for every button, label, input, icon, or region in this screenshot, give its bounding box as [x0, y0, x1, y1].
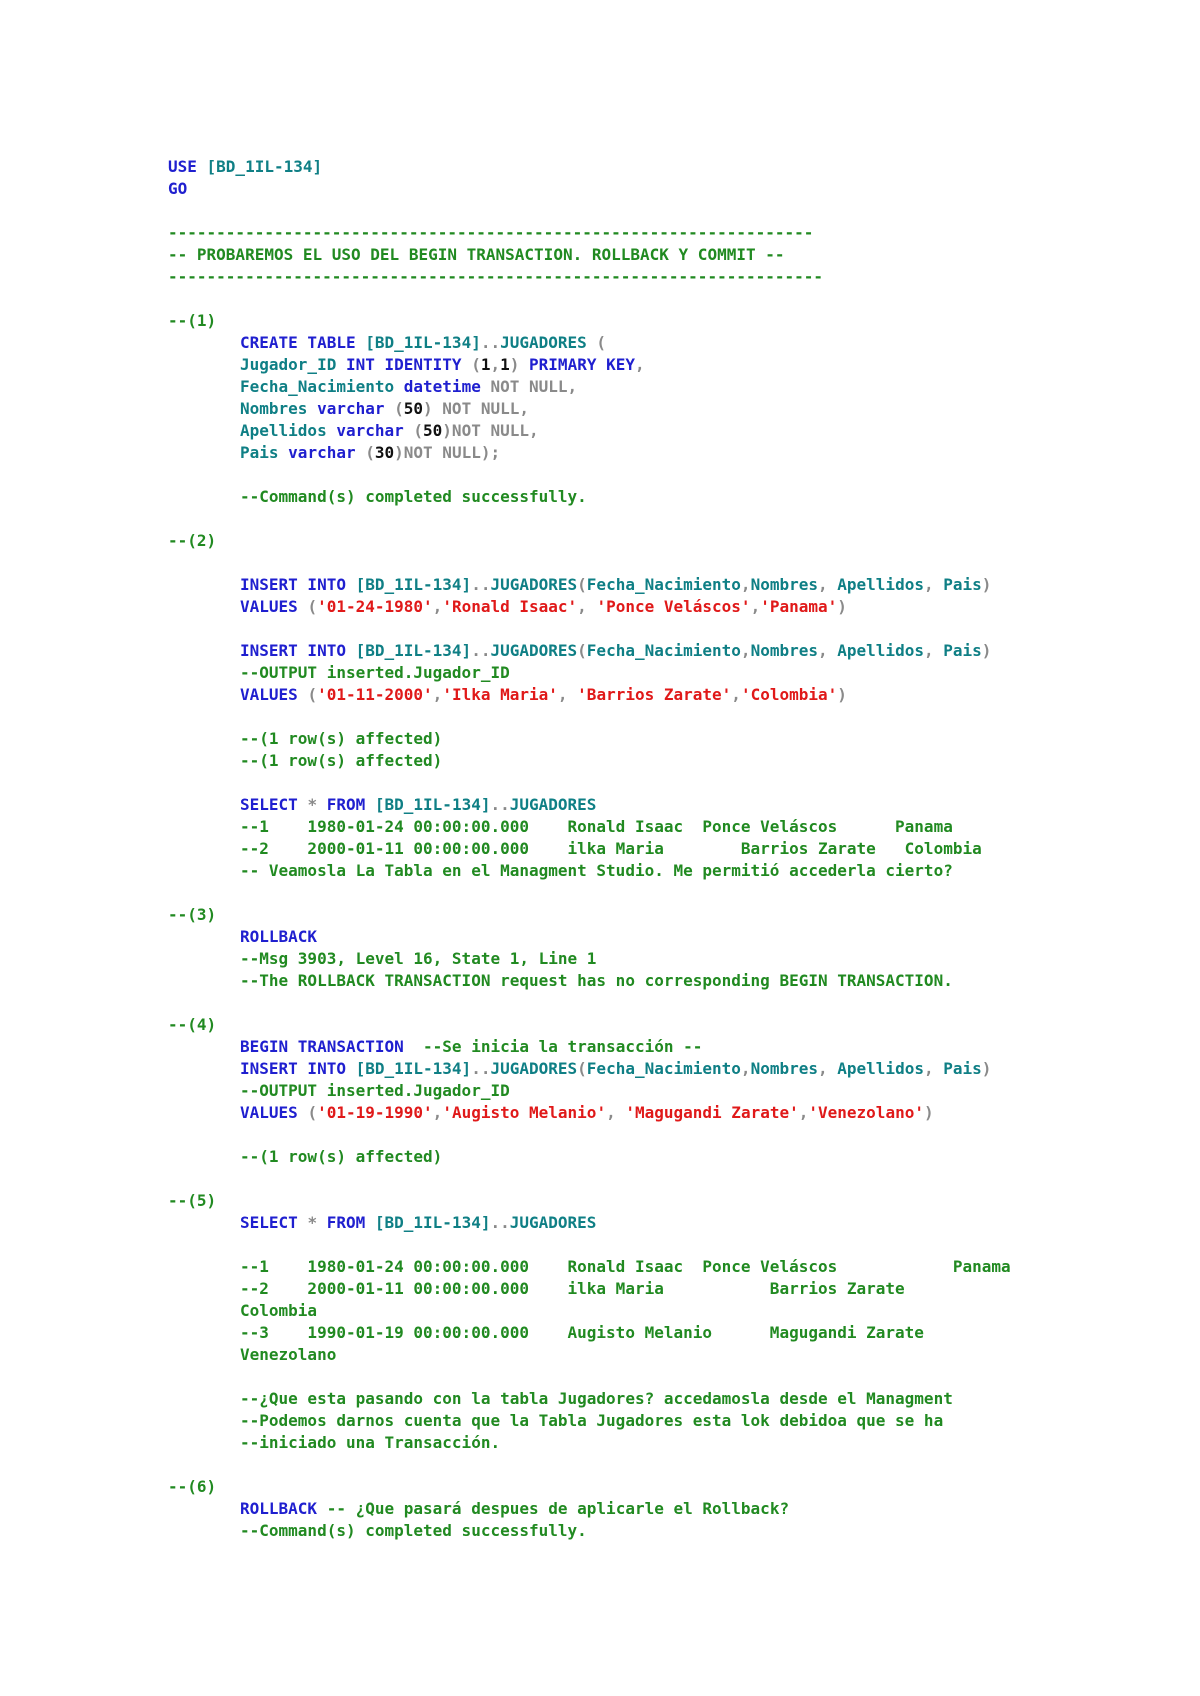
code-token: 1 — [500, 355, 510, 374]
code-token: 'Augisto Melanio' — [442, 1103, 607, 1122]
code-token: Apellidos — [240, 421, 337, 440]
code-token: --2 2000-01-11 00:00:00.000 ilka Maria Barrios Zarate — [240, 1279, 905, 1298]
code-token: , — [432, 1103, 443, 1122]
code-line — [168, 1124, 1011, 1146]
code-token: ( — [394, 399, 404, 418]
code-token: ) — [509, 355, 530, 374]
code-line — [168, 1080, 1011, 1102]
code-line — [168, 244, 1011, 266]
code-token: Fecha_Nacimiento — [586, 641, 741, 660]
code-token: , — [740, 575, 751, 594]
code-token: Pais — [240, 443, 289, 462]
code-token: ( — [577, 1059, 587, 1078]
code-line — [168, 618, 1011, 640]
code-token: Nombres — [750, 575, 818, 594]
code-line — [168, 1300, 1011, 1322]
code-token: )NOT NULL, — [442, 421, 539, 440]
code-line — [168, 948, 1011, 970]
code-line — [168, 200, 1011, 222]
code-line — [168, 376, 1011, 398]
code-token: ( — [307, 685, 318, 704]
code-token: --Podemos darnos cuenta que la Tabla Jugadores esta lok debidoa que se ha — [240, 1411, 944, 1430]
code-line — [168, 508, 1011, 530]
code-line — [168, 266, 1011, 288]
code-line — [168, 464, 1011, 486]
code-token: JUGADORES — [490, 1059, 578, 1078]
code-token: 'Venezolano' — [808, 1103, 924, 1122]
code-line — [168, 310, 1011, 332]
code-token: , — [577, 597, 597, 616]
code-token: ------------------------------------------------------------------- — [168, 223, 814, 242]
code-token: ROLLBACK — [240, 1499, 327, 1518]
code-token: , — [750, 597, 761, 616]
code-token: SELECT — [240, 795, 308, 814]
code-token: , — [818, 1059, 838, 1078]
code-line — [168, 706, 1011, 728]
code-line — [168, 420, 1011, 442]
code-token: --(4) — [168, 1015, 217, 1034]
code-token: ) — [981, 575, 992, 594]
code-token: , — [557, 685, 578, 704]
code-line — [168, 574, 1011, 596]
code-token: , — [635, 355, 645, 374]
code-token: ) — [837, 685, 847, 704]
code-line — [168, 1454, 1011, 1476]
code-token: JUGADORES — [500, 333, 597, 352]
code-line — [168, 904, 1011, 926]
code-token: --(5) — [168, 1191, 217, 1210]
code-line — [168, 288, 1011, 310]
code-token: --Command(s) completed successfully. — [240, 487, 587, 506]
code-line — [168, 640, 1011, 662]
code-token: -------------------------------------------------------------------- — [168, 267, 824, 286]
code-line — [168, 1036, 1011, 1058]
code-token: JUGADORES — [509, 1213, 597, 1232]
code-token: .. — [480, 333, 501, 352]
code-token: 50 — [403, 399, 424, 418]
code-token: Pais — [943, 575, 982, 594]
code-token: 30 — [374, 443, 395, 462]
code-token: JUGADORES — [490, 641, 578, 660]
code-token: ) — [923, 1103, 934, 1122]
code-token: Fecha_Nacimiento — [240, 377, 404, 396]
code-line — [168, 1498, 1011, 1520]
code-token: , — [432, 685, 443, 704]
code-token: --Se inicia la transacción -- — [423, 1037, 703, 1056]
code-token: '01-24-1980' — [317, 597, 433, 616]
code-line — [168, 816, 1011, 838]
code-line — [168, 1102, 1011, 1124]
code-token: --(1 row(s) affected) — [240, 1147, 443, 1166]
code-token: JUGADORES — [509, 795, 597, 814]
code-token: .. — [490, 1213, 510, 1232]
code-token: VALUES — [240, 597, 308, 616]
code-token: Pais — [943, 641, 982, 660]
code-token: datetime — [403, 377, 491, 396]
code-token: FROM — [326, 795, 375, 814]
code-token: USE — [168, 157, 207, 176]
code-token: Jugador_ID — [240, 355, 346, 374]
code-token: BEGIN TRANSACTION — [240, 1037, 424, 1056]
code-token: [BD_1IL-134] — [355, 641, 472, 660]
code-token: ( — [471, 355, 481, 374]
code-token: )NOT NULL); — [394, 443, 501, 462]
code-token: --(3) — [168, 905, 217, 924]
code-token: --(6) — [168, 1477, 217, 1496]
code-line — [168, 1476, 1011, 1498]
code-token: .. — [471, 575, 491, 594]
code-token: NOT NULL, — [490, 377, 578, 396]
code-token: FROM — [326, 1213, 375, 1232]
code-token: Venezolano — [240, 1345, 337, 1364]
code-line — [168, 1520, 1011, 1542]
code-line — [168, 970, 1011, 992]
code-line — [168, 1432, 1011, 1454]
code-line — [168, 442, 1011, 464]
code-token: CREATE TABLE — [240, 333, 366, 352]
code-token: Apellidos — [837, 575, 924, 594]
code-token: varchar — [288, 443, 366, 462]
code-token: , — [923, 575, 944, 594]
code-token: , — [798, 1103, 809, 1122]
code-line — [168, 1278, 1011, 1300]
code-token: GO — [168, 179, 188, 198]
code-token: [BD_1IL-134] — [365, 333, 481, 352]
code-token: --Msg 3903, Level 16, State 1, Line 1 — [240, 949, 597, 968]
code-token: Apellidos — [837, 641, 924, 660]
code-line — [168, 1212, 1011, 1234]
code-token: --OUTPUT inserted.Jugador_ID — [240, 663, 510, 682]
code-token: VALUES — [240, 685, 308, 704]
code-token: .. — [471, 1059, 491, 1078]
code-token: INSERT INTO — [240, 575, 356, 594]
code-token: [BD_1IL-134] — [355, 575, 472, 594]
code-token: --The ROLLBACK TRANSACTION request has no corresponding BEGIN TRANSACTION. — [240, 971, 953, 990]
code-line — [168, 332, 1011, 354]
code-token: Fecha_Nacimiento — [586, 575, 741, 594]
code-token: ) NOT NULL, — [423, 399, 529, 418]
code-token: Nombres — [750, 1059, 818, 1078]
code-line — [168, 992, 1011, 1014]
code-token: -- PROBAREMOS EL USO DEL BEGIN TRANSACTION. ROLLBACK Y COMMIT -- — [168, 245, 785, 264]
code-token: --(1) — [168, 311, 217, 330]
code-token: 'Ilka Maria' — [442, 685, 558, 704]
code-line — [168, 662, 1011, 684]
code-token: , — [923, 1059, 944, 1078]
code-token: INSERT INTO — [240, 641, 356, 660]
code-line — [168, 838, 1011, 860]
code-token: JUGADORES — [490, 575, 578, 594]
code-token: '01-11-2000' — [317, 685, 433, 704]
code-line — [168, 596, 1011, 618]
code-token: 'Colombia' — [740, 685, 838, 704]
code-token: ) — [981, 641, 992, 660]
code-token: Nombres — [750, 641, 818, 660]
code-token: Pais — [943, 1059, 982, 1078]
code-line — [168, 1146, 1011, 1168]
code-line — [168, 1344, 1011, 1366]
code-token: varchar — [336, 421, 414, 440]
code-line — [168, 1388, 1011, 1410]
code-token: SELECT — [240, 1213, 308, 1232]
code-token: [BD_1IL-134] — [374, 1213, 491, 1232]
code-token: ) — [837, 597, 847, 616]
code-line — [168, 398, 1011, 420]
code-token: ( — [307, 597, 318, 616]
code-line — [168, 1058, 1011, 1080]
code-token: PRIMARY KEY — [529, 355, 635, 374]
code-token: --1 1980-01-24 00:00:00.000 Ronald Isaac Ponce Veláscos Panama — [240, 817, 953, 836]
code-token: Apellidos — [837, 1059, 924, 1078]
code-token: --3 1990-01-19 00:00:00.000 Augisto Melanio Magugandi Zarate — [240, 1323, 924, 1342]
code-line — [168, 1366, 1011, 1388]
code-token: 'Magugandi Zarate' — [625, 1103, 799, 1122]
code-token: , — [606, 1103, 626, 1122]
code-line — [168, 1256, 1011, 1278]
code-token: ) — [981, 1059, 992, 1078]
code-line — [168, 1014, 1011, 1036]
code-token: ( — [413, 421, 424, 440]
code-token: .. — [471, 641, 491, 660]
code-token: ( — [577, 575, 587, 594]
code-token: --(1 row(s) affected) — [240, 751, 443, 770]
code-line — [168, 684, 1011, 706]
code-line — [168, 178, 1011, 200]
code-token: * — [307, 1213, 327, 1232]
code-token: Colombia — [240, 1301, 318, 1320]
code-token: -- ¿Que pasará despues de aplicarle el Rollback? — [326, 1499, 790, 1518]
code-token: .. — [490, 795, 510, 814]
code-line — [168, 486, 1011, 508]
code-token: , — [490, 355, 501, 374]
code-token: , — [731, 685, 741, 704]
code-line — [168, 882, 1011, 904]
code-token: --Command(s) completed successfully. — [240, 1521, 587, 1540]
code-token: --2 2000-01-11 00:00:00.000 ilka Maria Barrios Zarate Colombia — [240, 839, 982, 858]
code-token: INT IDENTITY — [345, 355, 472, 374]
code-token: Nombres — [240, 399, 318, 418]
code-token: 50 — [423, 421, 443, 440]
code-token: , — [740, 1059, 751, 1078]
code-token: [BD_1IL-134] — [374, 795, 491, 814]
code-line — [168, 530, 1011, 552]
code-token: ( — [596, 333, 607, 352]
code-line — [168, 156, 1011, 178]
code-line — [168, 552, 1011, 574]
code-token: --(1 row(s) affected) — [240, 729, 443, 748]
code-line — [168, 728, 1011, 750]
code-line — [168, 794, 1011, 816]
code-token: ( — [365, 443, 375, 462]
code-token: --(2) — [168, 531, 217, 550]
code-token: INSERT INTO — [240, 1059, 356, 1078]
code-token: --¿Que esta pasando con la tabla Jugadores? accedamosla desde el Managment — [240, 1389, 953, 1408]
code-token: --iniciado una Transacción. — [240, 1433, 501, 1452]
code-token: * — [307, 795, 327, 814]
code-token: 'Barrios Zarate' — [577, 685, 732, 704]
code-token: 'Ronald Isaac' — [442, 597, 578, 616]
code-token: --1 1980-01-24 00:00:00.000 Ronald Isaac Ponce Veláscos Panama — [240, 1257, 1011, 1276]
code-token: , — [818, 641, 838, 660]
sql-script-document — [168, 156, 1011, 1542]
code-token: ( — [577, 641, 587, 660]
code-line — [168, 222, 1011, 244]
code-line — [168, 1410, 1011, 1432]
code-token: [BD_1IL-134] — [206, 157, 323, 176]
code-token: [BD_1IL-134] — [355, 1059, 472, 1078]
code-line — [168, 926, 1011, 948]
code-token: 1 — [480, 355, 491, 374]
code-token: -- Veamosla La Tabla en el Managment Studio. Me permitió accederla cierto? — [240, 861, 953, 880]
code-token: , — [740, 641, 751, 660]
code-line — [168, 1322, 1011, 1344]
code-token: '01-19-1990' — [317, 1103, 433, 1122]
code-token: --OUTPUT inserted.Jugador_ID — [240, 1081, 510, 1100]
code-token: , — [818, 575, 838, 594]
code-line — [168, 1234, 1011, 1256]
code-token: , — [432, 597, 443, 616]
code-line — [168, 354, 1011, 376]
code-token: , — [923, 641, 944, 660]
code-token: VALUES — [240, 1103, 308, 1122]
code-token: Fecha_Nacimiento — [586, 1059, 741, 1078]
code-token: ( — [307, 1103, 318, 1122]
code-line — [168, 860, 1011, 882]
code-token: 'Panama' — [760, 597, 838, 616]
code-line — [168, 750, 1011, 772]
code-token: 'Ponce Veláscos' — [596, 597, 751, 616]
code-line — [168, 772, 1011, 794]
code-line — [168, 1190, 1011, 1212]
code-token: varchar — [317, 399, 395, 418]
code-token: ROLLBACK — [240, 927, 318, 946]
code-line — [168, 1168, 1011, 1190]
